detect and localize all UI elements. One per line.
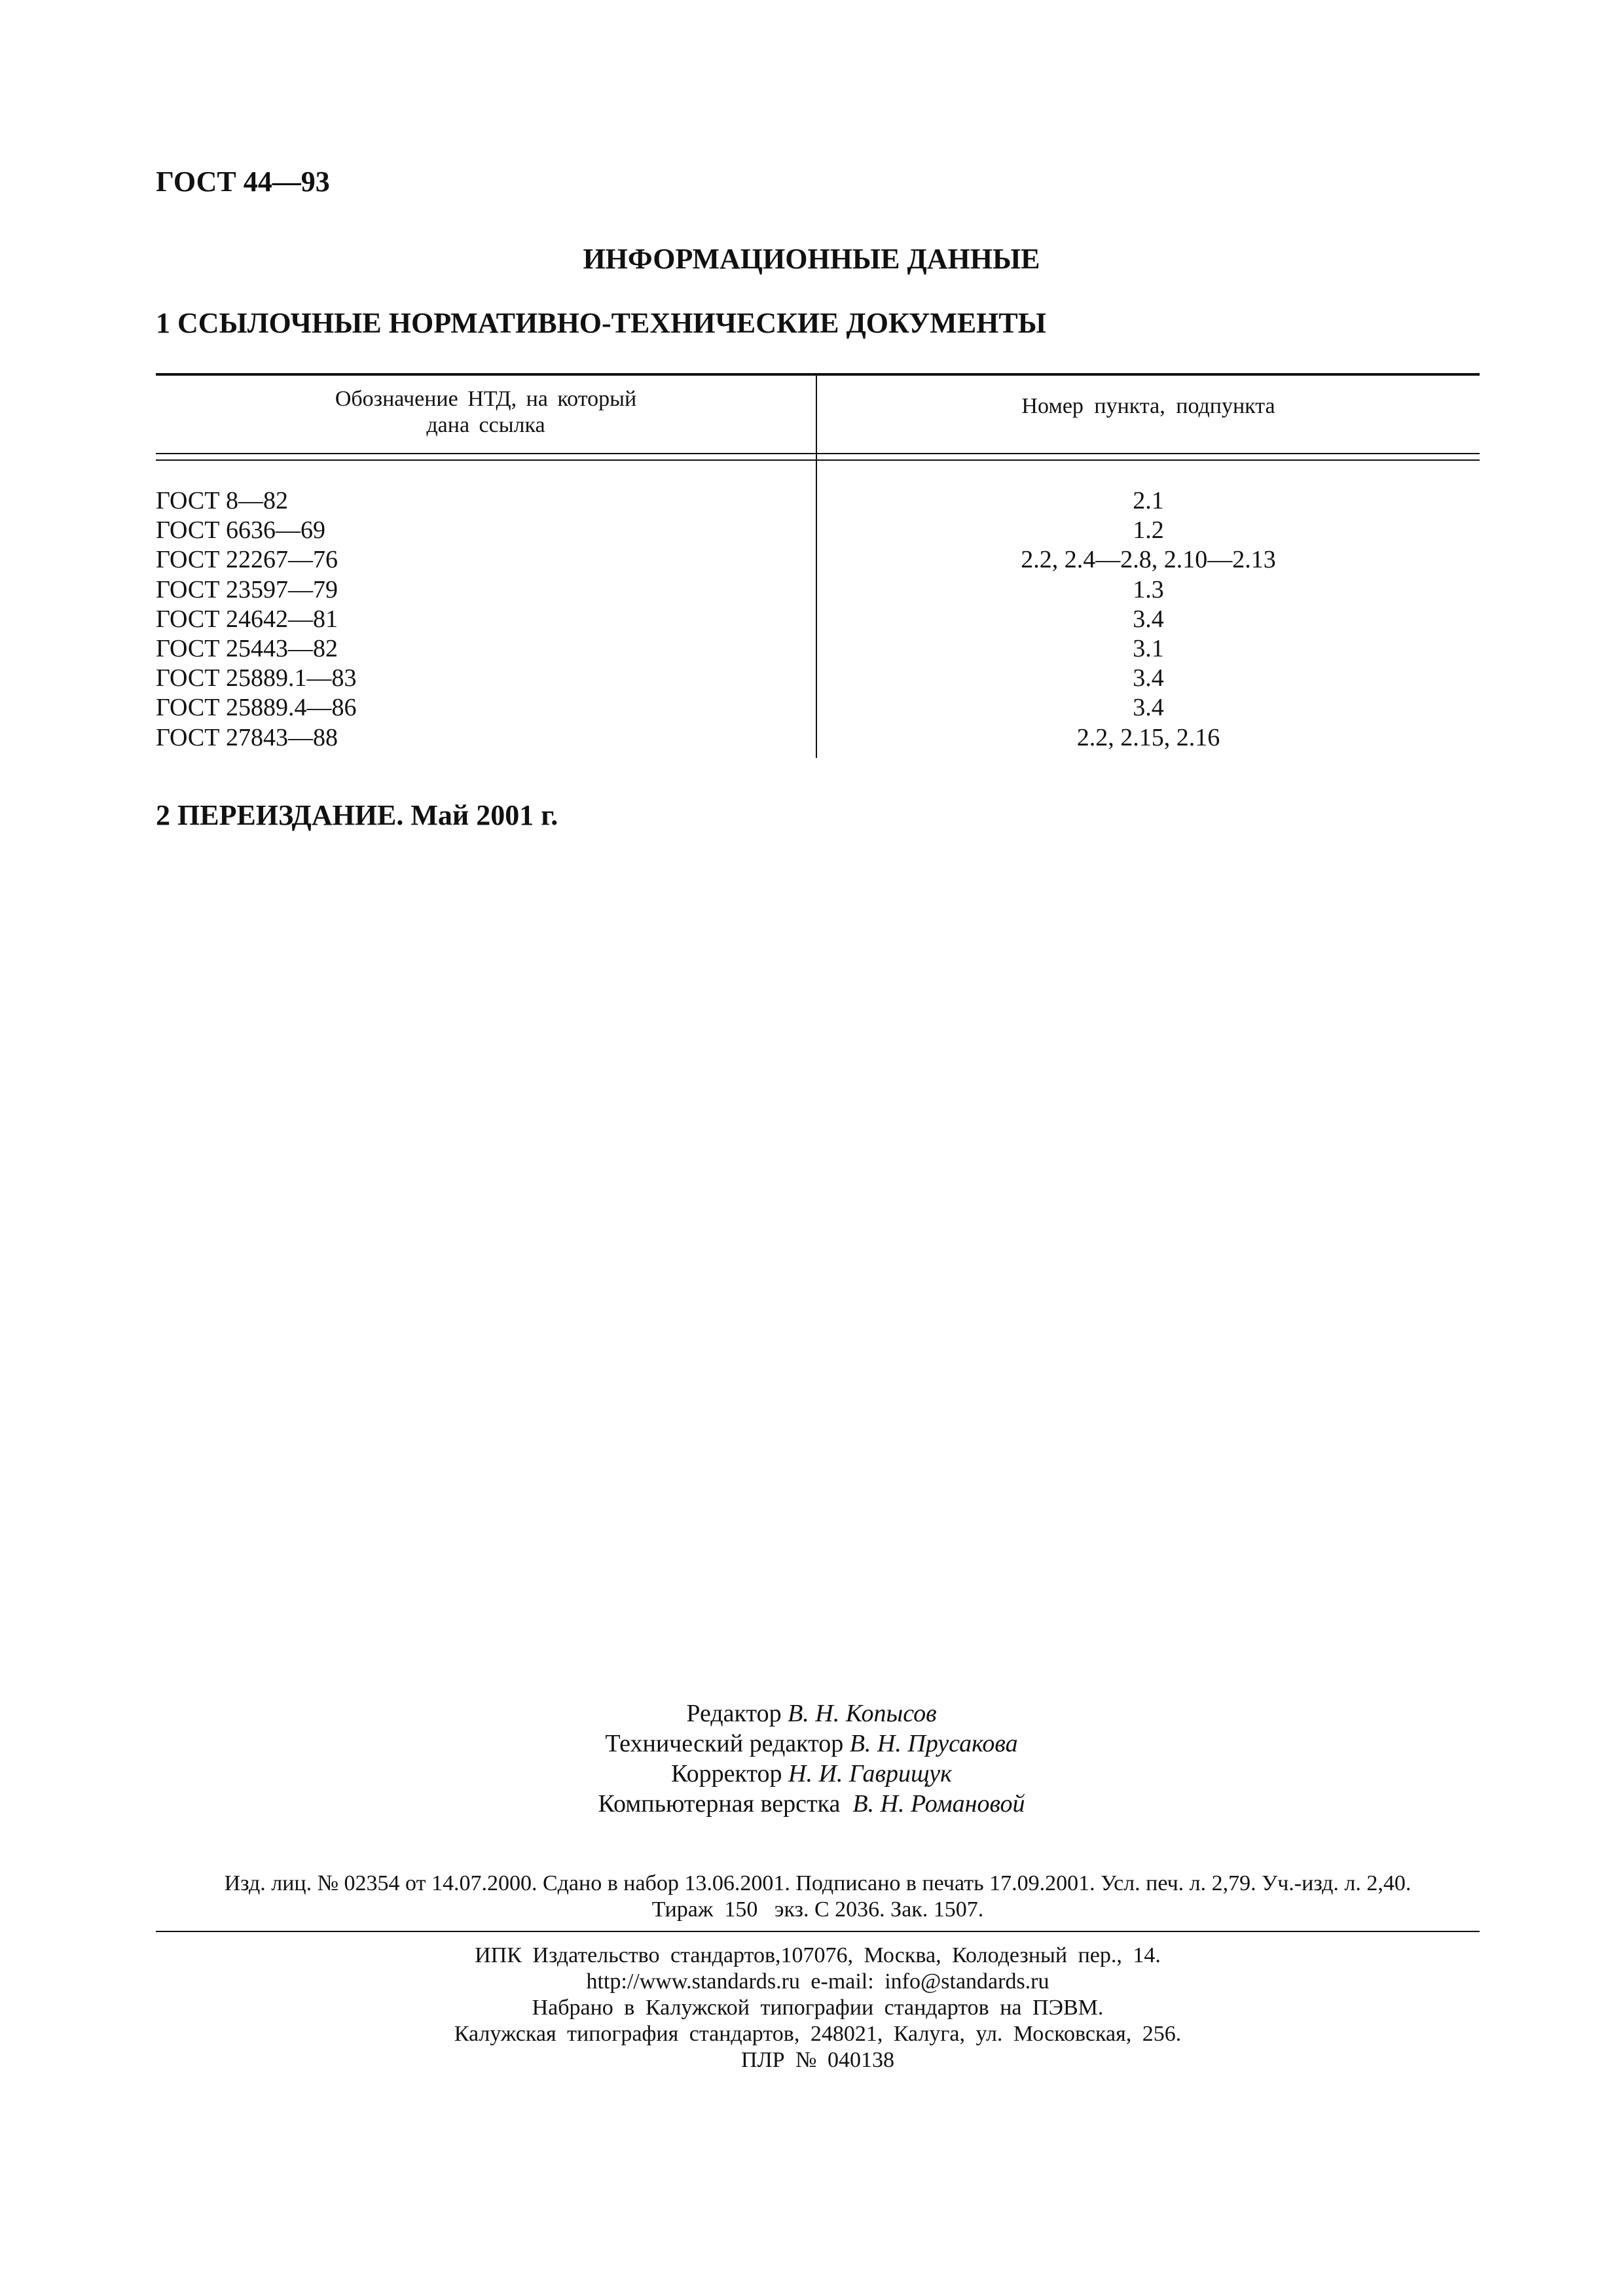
credit-role: Редактор <box>686 1700 782 1727</box>
table-cell-clause: 2.2, 2.15, 2.16 <box>1076 723 1220 751</box>
publisher-block <box>156 1943 1480 2073</box>
table-cell-clause: 3.1 <box>1133 635 1164 663</box>
credit-role: Корректор <box>671 1760 782 1787</box>
publisher-line: ИПК Издательство стандартов,107076, Москва, Колодезный пер., 14. <box>475 1943 1161 1967</box>
table-cell-doc: ГОСТ 25889.1—83 <box>156 664 357 692</box>
credit-layout <box>0 1789 1623 1819</box>
table-cell-clause: 2.2, 2.4—2.8, 2.10—2.13 <box>1021 546 1276 574</box>
table-header-rule <box>156 453 1480 454</box>
imprint-block <box>156 1871 1480 1923</box>
credit-person: В. Н. Прусакова <box>849 1730 1018 1757</box>
table-cell-doc: ГОСТ 24642—81 <box>156 605 338 633</box>
section1-title: 1 ССЫЛОЧНЫЕ НОРМАТИВНО-ТЕХНИЧЕСКИЕ ДОКУМЕНТЫ <box>156 307 1046 339</box>
footer-rule <box>156 1931 1480 1932</box>
credit-role: Технический редактор <box>605 1730 844 1757</box>
imprint-line: Изд. лиц. № 02354 от 14.07.2000. Сдано в набор 13.06.2001. Подписано в печать 17.09.2001. Усл. печ. л. 2,79. Уч.-изд. л. 2,40. <box>224 1871 1412 1895</box>
credits-block <box>0 1698 1623 1819</box>
table-header-rule-second <box>156 459 1480 461</box>
section2-title: 2 ПЕРЕИЗДАНИЕ. Май 2001 г. <box>156 799 558 831</box>
table-top-rule <box>156 373 1480 376</box>
table-cell-clause: 2.1 <box>1133 487 1164 514</box>
header-line: дана ссылка <box>426 413 545 437</box>
table-header-designation <box>156 386 816 439</box>
table-cell-clause: 1.3 <box>1133 575 1164 603</box>
table-column-clauses <box>817 486 1480 753</box>
page-heading: ИНФОРМАЦИОННЫЕ ДАННЫЕ <box>583 243 1040 275</box>
publisher-line: Калужская типография стандартов, 248021, Калуга, ул. Московская, 256. <box>454 2022 1182 2046</box>
table-cell-doc: ГОСТ 23597—79 <box>156 575 338 603</box>
table-cell-clause: 3.4 <box>1133 664 1164 692</box>
credit-person: Н. И. Гаврищук <box>788 1760 952 1787</box>
publisher-line: ПЛР № 040138 <box>741 2048 894 2072</box>
table-cell-doc: ГОСТ 22267—76 <box>156 546 338 574</box>
table-cell-doc: ГОСТ 25889.4—86 <box>156 694 357 722</box>
imprint-line: Тираж 150 экз. С 2036. Зак. 1507. <box>651 1897 984 1922</box>
credit-tech-editor <box>0 1729 1623 1759</box>
credit-editor <box>0 1698 1623 1729</box>
publisher-line: http://www.standards.ru e-mail: info@standards.ru <box>586 1969 1049 1994</box>
table-column-documents <box>156 486 357 753</box>
table-cell-clause: 1.2 <box>1133 516 1164 545</box>
table-cell-doc: ГОСТ 6636—69 <box>156 516 325 545</box>
table-cell-doc: ГОСТ 27843—88 <box>156 723 338 751</box>
publisher-line: Набрано в Калужской типографии стандартов на ПЭВМ. <box>532 1996 1104 2020</box>
table-cell-doc: ГОСТ 8—82 <box>156 487 288 514</box>
credit-person: В. Н. Романовой <box>852 1790 1025 1818</box>
document-code: ГОСТ 44—93 <box>156 166 330 198</box>
credit-role: Компьютерная верстка <box>598 1790 841 1818</box>
table-cell-doc: ГОСТ 25443—82 <box>156 635 338 663</box>
table-cell-clause: 3.4 <box>1133 605 1164 633</box>
header-line: Обозначение НТД, на который <box>335 387 637 411</box>
table-cell-clause: 3.4 <box>1133 694 1164 722</box>
credit-proofreader <box>0 1759 1623 1789</box>
table-header-clause: Номер пункта, подпункта <box>1021 394 1275 418</box>
credit-person: В. Н. Копысов <box>788 1700 937 1727</box>
